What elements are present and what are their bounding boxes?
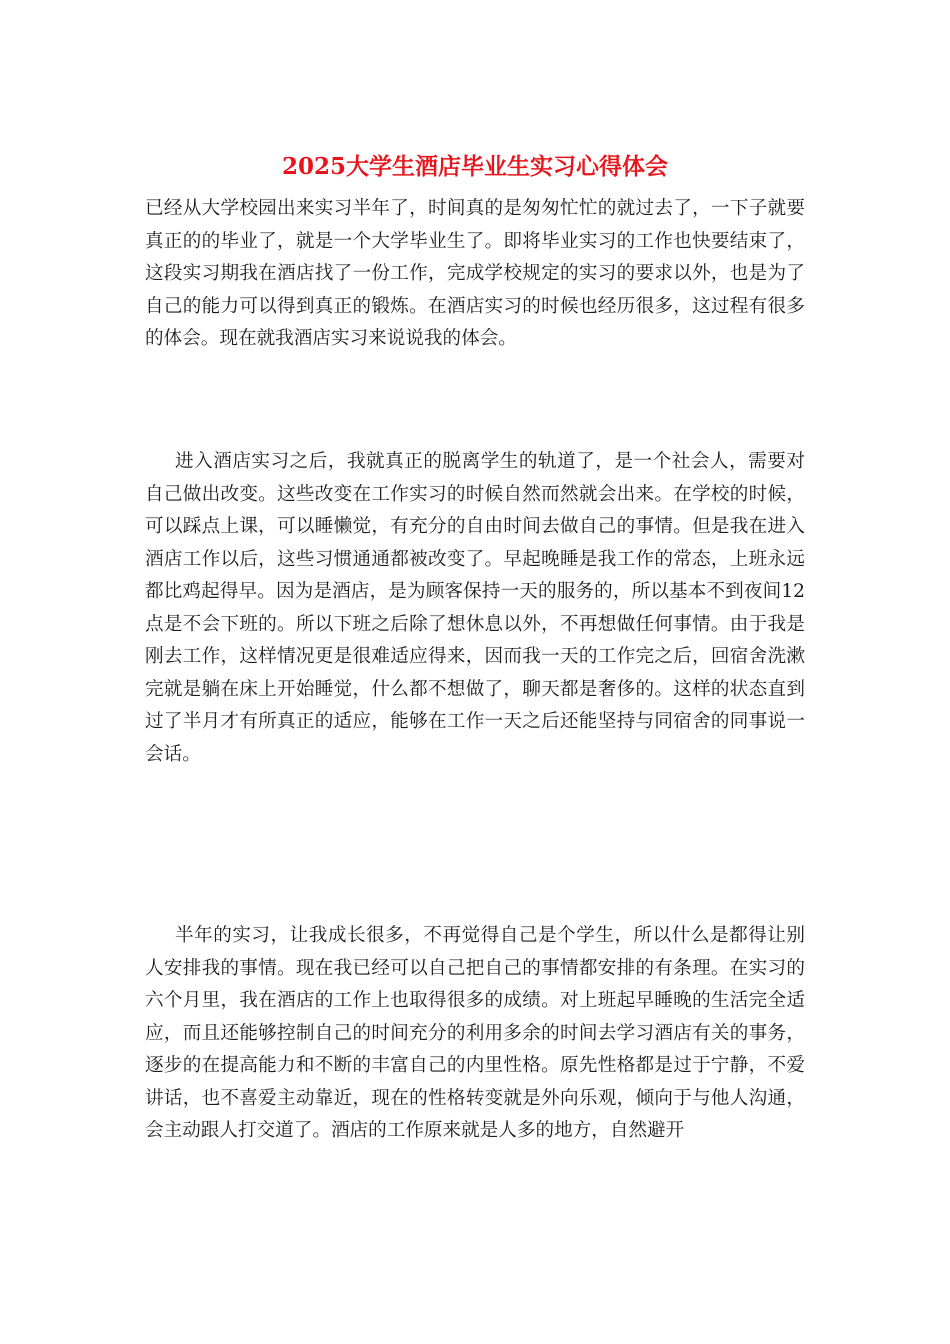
paragraph-3: 半年的实习，让我成长很多，不再觉得自己是个学生，所以什么是都得让别人安排我的事情。现在我已经可以自己把自己的事情都安排的有条理。在实习的六个月里，我在酒店的工作上也取得很多的成绩。对上班起早睡晚的生活完全适应，而且还能够控制自己的时间充分的利用多余的时间去学习酒店有关的事务，逐步的在提高能力和不断的丰富自己的内里性格。原先性格都是过于宁静，不爱讲话，也不喜爱主动靠近，现在的性格转变就是外向乐观，倾向于与他人沟通，会主动跟人打交道了。酒店的工作原来就是人多的地方，自然避开 [145, 925, 805, 1141]
paragraph-2: 进入酒店实习之后，我就真正的脱离学生的轨道了，是一个社会人，需要对自己做出改变。这些改变在工作实习的时候自然而然就会出来。在学校的时候，可以踩点上课，可以睡懒觉，有充分的自由时间去做自己的事情。但是我在进入酒店工作以后，这些习惯通通都被改变了。早起晚睡是我工作的常态，上班永远都比鸡起得早。因为是酒店，是为顾客保持一天的服务的，所以基本不到夜间12点是不会下班的。所以下班之后除了想休息以外，不再想做任何事情。由于我是刚去工作，这样情况更是很难适应得来，因而我一天的工作完之后，回宿舍洗漱完就是躺在床上开始睡觉，什么都不想做了，聊天都是奢侈的。这样的状态直到过了半月才有所真正的适应，能够在工作一天之后还能坚持与同宿舍的同事说一会话。 [145, 451, 805, 765]
paragraph-1: 已经从大学校园出来实习半年了，时间真的是匆匆忙忙的就过去了，一下子就要真正的的毕业了，就是一个大学毕业生了。即将毕业实习的工作也快要结束了，这段实习期我在酒店找了一份工作，完成学校规定的实习的要求以外，也是为了自己的能力可以得到真正的锻炼。在酒店实习的时候也经历很多，这过程有很多的体会。现在就我酒店实习来说说我的体会。 [145, 198, 805, 349]
document-title: 2025大学生酒店毕业生实习心得体会 [281, 153, 668, 180]
